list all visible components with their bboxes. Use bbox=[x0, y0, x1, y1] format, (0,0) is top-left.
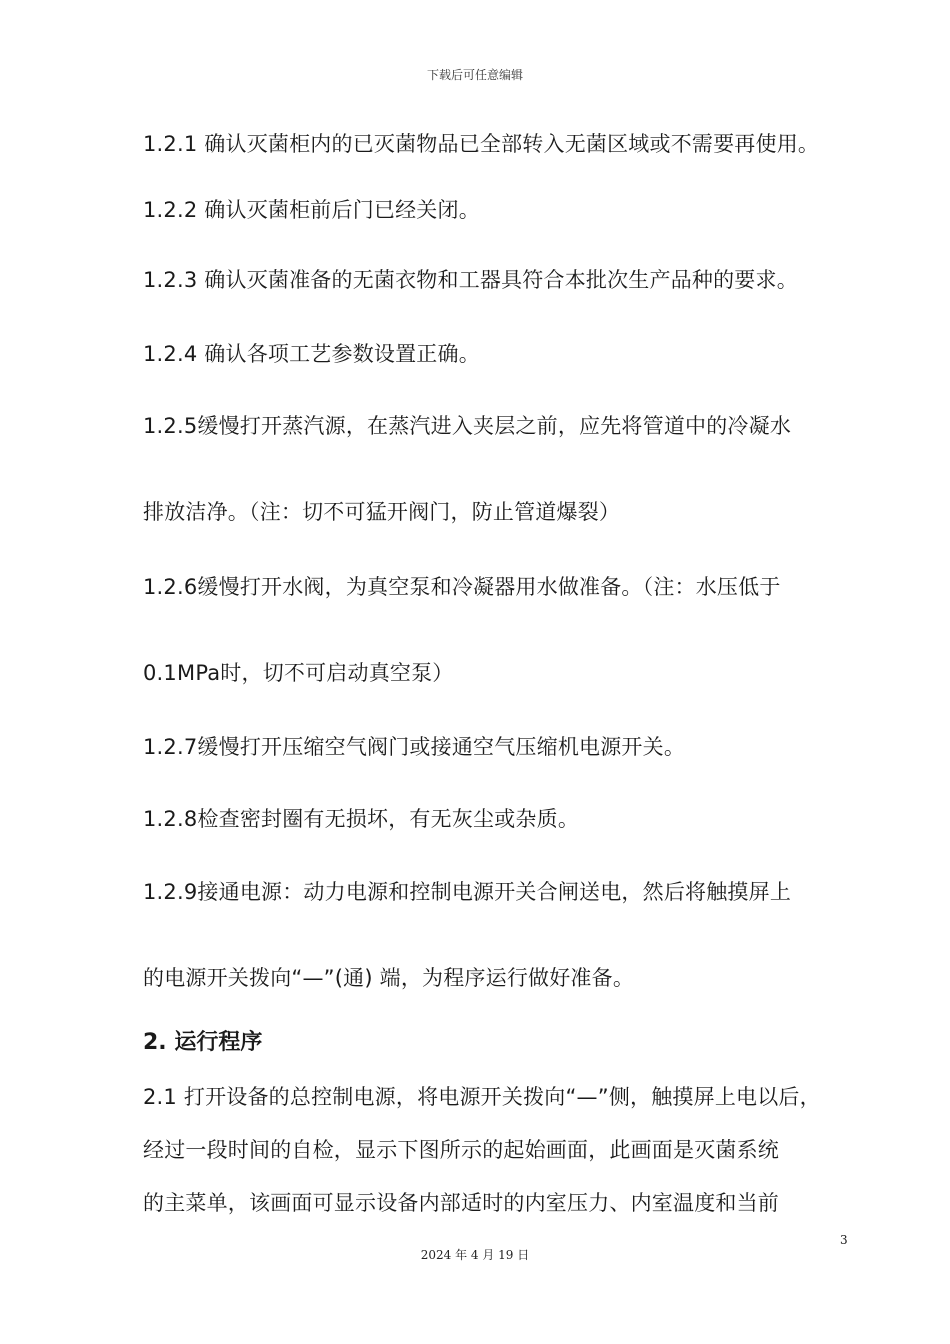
text-line: 1.2.4 确认各项工艺参数设置正确。 bbox=[143, 342, 480, 366]
text-line: 经过一段时间的自检，显示下图所示的起始画面，此画面是灭菌系统 bbox=[143, 1138, 779, 1162]
page-header: 下载后可任意编辑 bbox=[426, 68, 523, 82]
text-line: 0.1MPa时，切不可启动真空泵） bbox=[143, 661, 454, 685]
text-line: 1.2.7缓慢打开压缩空气阀门或接通空气压缩机电源开关。 bbox=[143, 735, 686, 759]
text-line: 1.2.2 确认灭菌柜前后门已经关闭。 bbox=[143, 198, 480, 222]
text-line: 排放洁净。（注：切不可猛开阀门，防止管道爆裂） bbox=[143, 500, 621, 524]
text-line: 1.2.9接通电源：动力电源和控制电源开关合闸送电，然后将触摸屏上 bbox=[143, 880, 792, 904]
page-number: 3 bbox=[840, 1233, 848, 1247]
text-line: 1.2.8检查密封圈有无损坏，有无灰尘或杂质。 bbox=[143, 807, 580, 831]
text-line: 1.2.5缓慢打开蒸汽源，在蒸汽进入夹层之前，应先将管道中的冷凝水 bbox=[143, 414, 792, 438]
page-footer-date: 2024 年 4 月 19 日 bbox=[420, 1248, 530, 1262]
text-line: 1.2.3 确认灭菌准备的无菌衣物和工器具符合本批次生产品种的要求。 bbox=[143, 268, 798, 292]
text-line: 1.2.6缓慢打开水阀，为真空泵和冷凝器用水做准备。（注：水压低于 bbox=[143, 575, 781, 599]
text-line: 2.1 打开设备的总控制电源，将电源开关拨向“—”侧，触摸屏上电以后， bbox=[143, 1085, 821, 1109]
section-heading: 2. 运行程序 bbox=[143, 1030, 263, 1055]
text-line: 1.2.1 确认灭菌柜内的已灭菌物品已全部转入无菌区域或不需要再使用。 bbox=[143, 132, 820, 156]
text-line: 的主菜单，该画面可显示设备内部适时的内室压力、内室温度和当前 bbox=[143, 1191, 779, 1215]
text-line: 的电源开关拨向“—”(通) 端，为程序运行做好准备。 bbox=[143, 966, 635, 990]
